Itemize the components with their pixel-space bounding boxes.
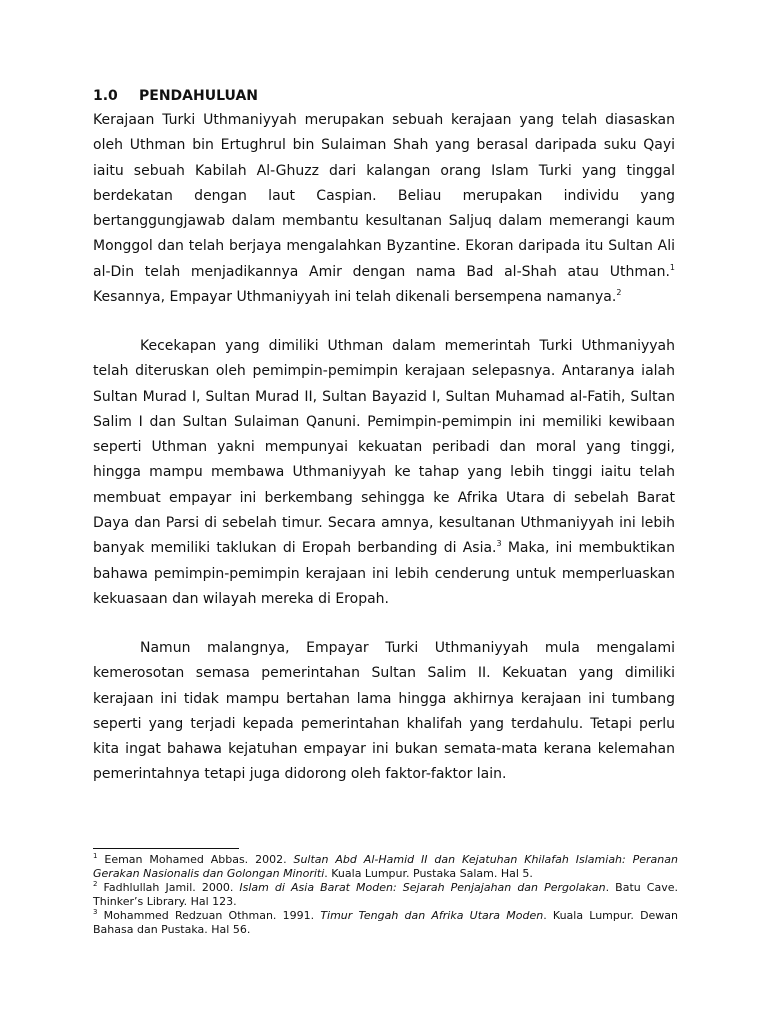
- footnote-text: Mohammed Redzuan Othman. 1991.: [97, 908, 321, 922]
- paragraph-1: [93, 108, 675, 310]
- footnote-number: 1: [93, 852, 98, 860]
- footnote-text: . Kuala Lumpur. Dewan Bahasa dan Pustaka. Hal 56.: [93, 908, 679, 936]
- footnote-2: [93, 881, 678, 909]
- footnote-number: 2: [93, 879, 98, 888]
- footnote-text: . Kuala Lumpur. Pustaka Salam. Hal 5.: [324, 866, 533, 880]
- footnote-text: . Batu Cave. Thinker’s Library. Hal 123.: [93, 880, 678, 908]
- footnote-3: [93, 909, 678, 937]
- section-number: 1.0: [93, 88, 118, 104]
- paragraph-text: Namun malangnya, Empayar Turki Uthmaniyyah mula mengalami kemerosotan semasa pemerintahan Sultan Salim II. Kekuatan yang dimiliki kerajaan ini tidak mampu bertahan lama hingga akhirnya kerajaan ini tumbang seperti yang terjadi kepada pemerintahan khalifah yang terdahulu. Tetapi perlu kita ingat bahawa kejatuhan empayar ini bukan semata-mata kerana kelemahan pemerintahnya tetapi juga didorong oleh faktor-faktor lain.: [93, 640, 675, 783]
- footnote-text: Fadhlullah Jamil. 2000.: [97, 880, 240, 894]
- footnote-book-title: Islam di Asia Barat Moden: Sejarah Penjajahan dan Pergolakan: [239, 880, 606, 894]
- footnote-book-title: Timur Tengah dan Afrika Utara Moden: [320, 908, 544, 922]
- section-heading: [93, 86, 258, 106]
- footnote-separator: [93, 848, 239, 849]
- section-title: PENDAHULUAN: [139, 88, 258, 104]
- footnote-ref-3[interactable]: 3: [496, 539, 502, 549]
- footnote-book-title: Sultan Abd Al-Hamid II dan Kejatuhan Khilafah Islamiah: Peranan Gerakan Nasionalis dan Golongan Minoriti: [93, 853, 678, 880]
- paragraph-text: Kerajaan Turki Uthmaniyyah merupakan sebuah kerajaan yang telah diasaskan oleh Uthman bin Ertughrul bin Sulaiman Shah yang berasal daripada suku Qayi iaitu sebuah Kabilah Al-Ghuzz dari kalangan orang Islam Turki yang tinggal berdekatan dengan laut Caspian. Beliau merupakan individu yang bertanggungjawab dalam membantu kesultanan Saljuq dalam memerangi kaum Monggol dan telah berjaya mengalahkan Byzantine. Ekoran daripada itu Sultan Ali al-Din telah menjadikannya Amir dengan nama Bad al-Shah atau Uthman.: [93, 112, 675, 280]
- footnote-ref-1[interactable]: 1: [669, 262, 675, 272]
- footnote-text: Eeman Mohamed Abbas. 2002.: [97, 853, 294, 866]
- paragraph-3: [93, 636, 675, 788]
- paragraph-2: [93, 334, 675, 612]
- footnotes: [93, 853, 678, 936]
- footnote-ref-2[interactable]: 2: [616, 288, 622, 298]
- footnote-1: [93, 853, 678, 881]
- paragraph-text: Maka, ini membuktikan bahawa pemimpin-pemimpin kerajaan ini lebih cenderung untuk memperluaskan kekuasaan dan wilayah mereka di Eropah.: [93, 540, 675, 607]
- paragraph-text: Kesannya, Empayar Uthmaniyyah ini telah dikenali bersempena namanya.: [93, 289, 617, 306]
- footnote-number: 3: [93, 907, 98, 916]
- paragraph-text: Kecekapan yang dimiliki Uthman dalam memerintah Turki Uthmaniyyah telah diteruskan oleh pemimpin-pemimpin kerajaan selepasnya. Antaranya ialah Sultan Murad I, Sultan Murad II, Sultan Bayazid I, Sultan Muhamad al-Fatih, Sultan Salim I dan Sultan Sulaiman Qanuni. Pemimpin-pemimpin ini memiliki kewibaan seperti Uthman yakni mempunyai kekuatan peribadi dan moral yang tinggi, hingga mampu membawa Uthmaniyyah ke tahap yang lebih tinggi iaitu telah membuat empayar ini berkembang sehingga ke Afrika Utara di sebelah Barat Daya dan Parsi di sebelah timur. Secara amnya, kesultanan Uthmaniyyah ini lebih banyak memiliki taklukan di Eropah berbanding di Asia.: [93, 338, 675, 557]
